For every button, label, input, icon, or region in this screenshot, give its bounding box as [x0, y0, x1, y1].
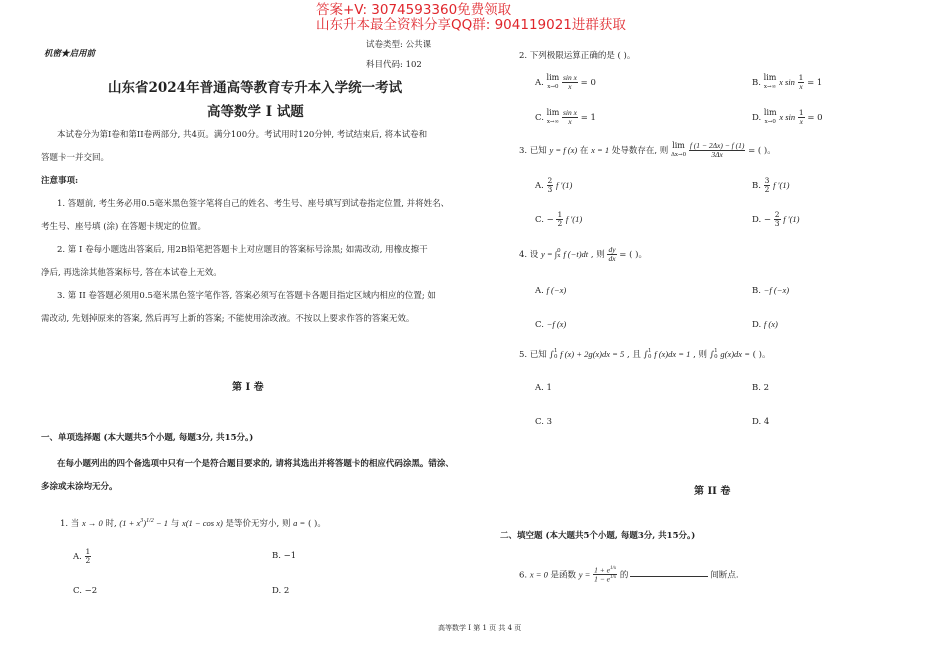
notes-heading: 注意事项:	[41, 176, 79, 186]
q4-option-d[interactable]: D. f (x)	[752, 319, 778, 330]
q3-option-d[interactable]: D. − $\frac{2}{3}$ f ′(1)	[752, 210, 800, 228]
question-2: 2. 下列极限运算正确的是 ( )。	[519, 51, 636, 61]
q2-option-c[interactable]: C. lim x→∞ $\frac{\text{sin x}}{x}$ = 1	[535, 108, 596, 127]
watermark-line-2: 山东升本最全资料分享QQ群: 904119021进群获取	[316, 17, 626, 33]
q3-option-a[interactable]: A. $\frac{2}{3}$ f ′(1)	[535, 176, 573, 194]
note-3a: 3. 第 II 卷答题必须用0.5毫米黑色签字笔作答, 答案必须写在答题卡各题目指定区域内相应的位置; 如	[57, 291, 436, 301]
question-4: 4. 设 y = ∫0 x f (−t)dt , 则 $\frac{dy}{dx}$ = ( )。	[519, 245, 647, 263]
section1-instruction-a: 在每小题列出的四个备选项中只有一个是符合题目要求的, 请将其选出并将答题卡的相应代码涂黑。错涂、	[57, 459, 454, 469]
q1-prefix: 1. 当	[60, 519, 80, 529]
q1-option-c[interactable]: C. −2	[73, 586, 98, 596]
question-5: 5. 已知 ∫1 0 f (x) + 2g(x)dx = 5 , 且 ∫1 0 f (x)dx = 1 , 则 ∫1 0 g(x)dx = ( )。	[519, 347, 771, 360]
intro-line-1: 本试卷分为第I卷和第II卷两部分, 共4页。满分100分。考试用时120分钟, 考试结束后, 将本试卷和	[57, 130, 428, 140]
q2-option-b[interactable]: B. lim x→∞ x sin $\frac{1}{x}$ = 1	[752, 73, 823, 92]
section1-instruction-b: 多涂或未涂均无分。	[41, 482, 118, 492]
note-2a: 2. 第 I 卷每小题选出答案后, 用2B铅笔把答题卡上对应题目的答案标号涂黑; 如需改动, 用橡皮擦干	[57, 245, 428, 255]
secret-mark: 机密★启用前	[44, 49, 96, 59]
q6-answer-blank[interactable]	[630, 576, 708, 577]
part2-heading: 第 II 卷	[694, 486, 731, 497]
question-6: 6. x = 0 是函数 y = $\frac{1 + e^{1/x}}{1 - e^{1/x}}$ 的 间断点.	[519, 565, 739, 584]
subject-code: 科目代码: 102	[366, 60, 422, 70]
q1-option-a[interactable]: A. $\frac{1}{2}$	[73, 547, 91, 565]
q1-mid3: 是等价无穷小, 则	[225, 519, 291, 529]
page-footer: 高等数学 I 第 1 页 共 4 页	[438, 624, 522, 632]
exam-subtitle: 高等数学 I 试题	[207, 104, 304, 120]
q1-option-d[interactable]: D. 2	[272, 586, 290, 596]
q5-option-d[interactable]: D. 4	[752, 417, 770, 427]
q3-option-b[interactable]: B. $\frac{3}{2}$ f ′(1)	[752, 176, 790, 194]
q5-option-c[interactable]: C. 3	[535, 417, 553, 427]
part1-heading: 第 I 卷	[232, 382, 264, 393]
q4-option-c[interactable]: C. −f (x)	[535, 319, 567, 330]
intro-line-2: 答题卡一并交回。	[41, 153, 110, 163]
q1-option-b[interactable]: B. −1	[272, 551, 297, 561]
note-2b: 净后, 再选涂其他答案标号, 答在本试卷上无效。	[41, 268, 222, 278]
exam-type: 试卷类型: 公共课	[366, 40, 432, 50]
q1-mid2: 与	[170, 519, 180, 529]
q5-option-a[interactable]: A. 1	[535, 383, 552, 393]
q3-option-c[interactable]: C. − $\frac{1}{2}$ f ′(1)	[535, 210, 583, 228]
section2-title: 二、填空题 (本大题共5个小题, 每题3分, 共15分。)	[500, 531, 696, 541]
q2-option-a[interactable]: A. lim x→0 $\frac{\text{sin x}}{x}$ = 0	[535, 73, 596, 92]
exam-title: 山东省2024年普通高等教育专升本入学统一考试	[108, 80, 403, 96]
watermark-line-1: 答案+V: 3074593360免费领取	[316, 2, 512, 18]
section1-title: 一、单项选择题 (本大题共5个小题, 每题3分, 共15分。)	[41, 433, 254, 443]
q5-option-b[interactable]: B. 2	[752, 383, 770, 393]
q1-mid1: 时,	[105, 519, 117, 529]
note-1a: 1. 答题前, 考生务必用0.5毫米黑色签字笔将自己的姓名、考生号、座号填写到试卷指定位置, 并将姓名、	[57, 199, 450, 209]
q4-option-a[interactable]: A. f (−x)	[535, 285, 567, 296]
note-3b: 需改动, 先划掉原来的答案, 然后再写上新的答案; 不能使用涂改液。不按以上要求作答的答案无效。	[41, 314, 415, 324]
note-1b: 考生号、座号填 (涂) 在答题卡规定的位置。	[41, 222, 207, 232]
q4-option-b[interactable]: B. −f (−x)	[752, 285, 790, 296]
question-3: 3. 已知 y = f (x) 在 x = 1 处导数存在, 则 lim Δx→0 $\frac{f (1 - 2\Delta x) - f (1)}{3\Delta x}$ = ( )。	[519, 141, 776, 160]
q2-option-d[interactable]: D. lim x→0 x sin $\frac{1}{x}$ = 0	[752, 108, 823, 127]
q1-end: ( )。	[307, 519, 326, 529]
question-1: 1. 当 x → 0 时, $(1 + x^3)^{1/2} - 1$ 与 x(1 − cos x) 是等价无穷小, 则 a = ( )。	[60, 518, 326, 529]
